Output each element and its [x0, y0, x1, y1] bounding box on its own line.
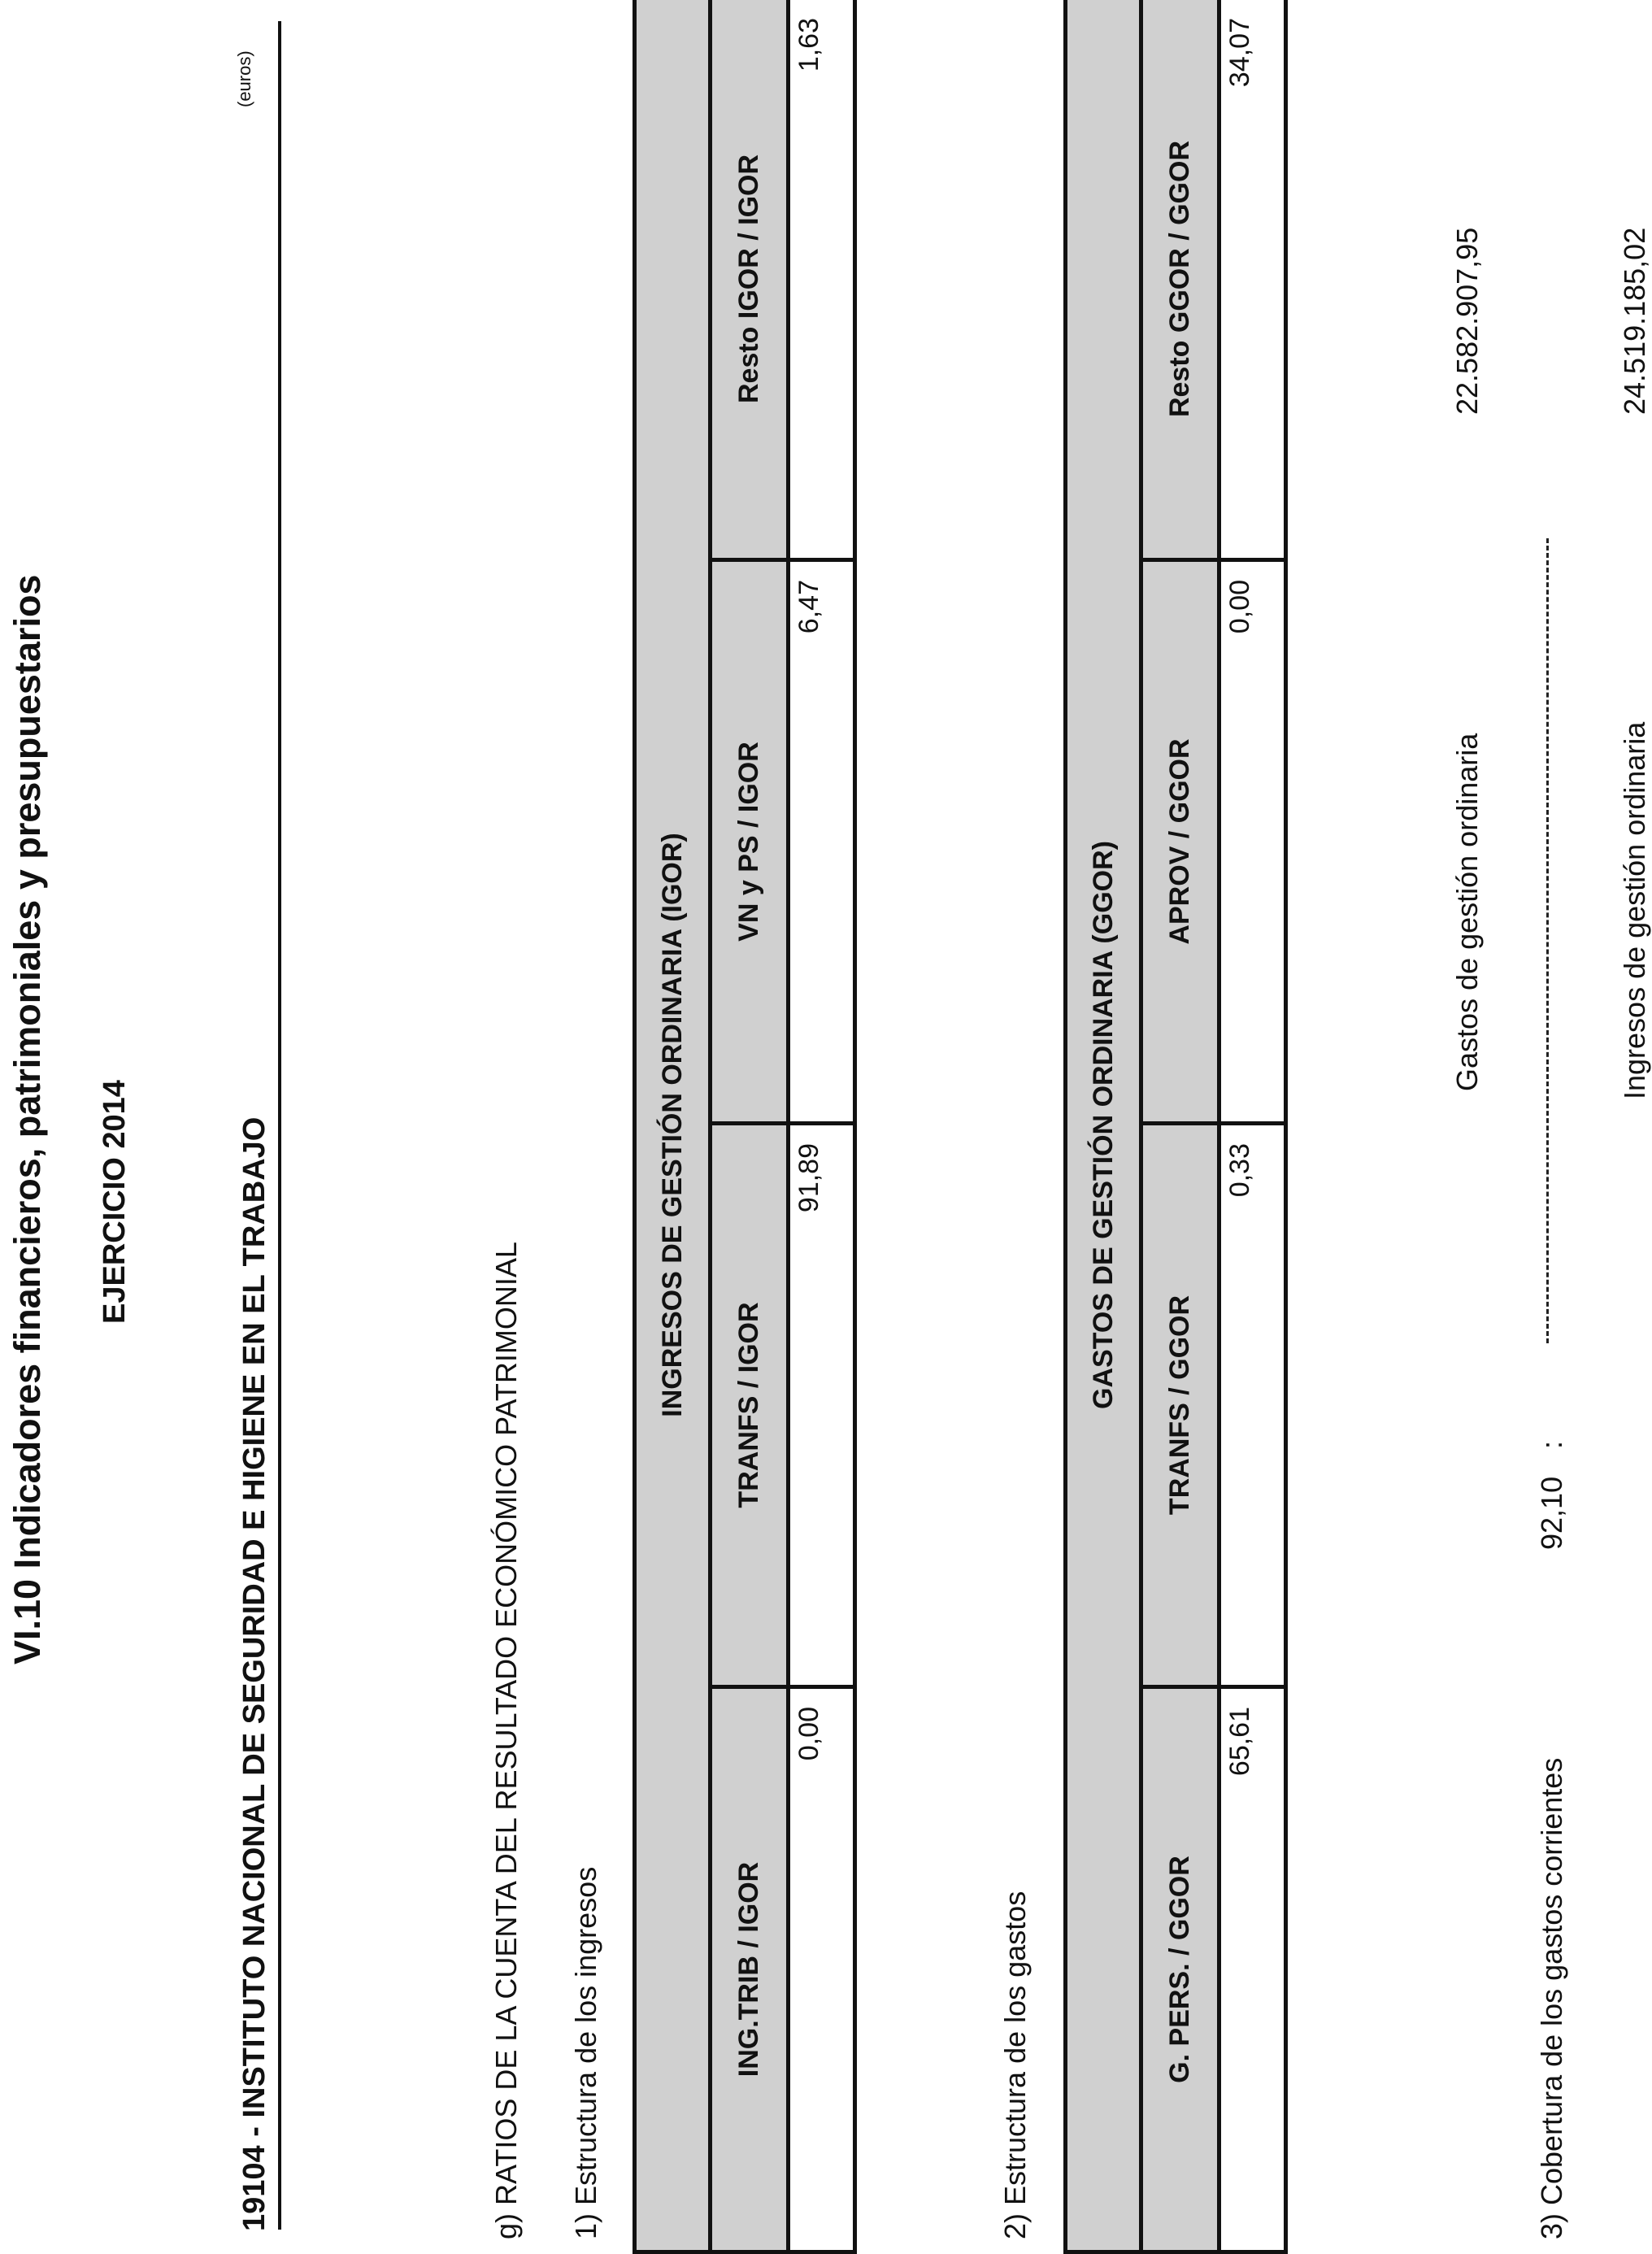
ingresos-group-header: INGRESOS DE GESTIÓN ORDINARIA (IGOR)	[635, 0, 711, 2252]
gastos-value-cell: 34,07	[1219, 0, 1286, 560]
ingresos-label: 1) Estructura de los ingresos	[569, 1866, 602, 2239]
gastos-column-header: G. PERS. / GGOR	[1141, 1687, 1219, 2252]
numerator-label: Gastos de gestión ordinaria	[1450, 733, 1484, 1091]
units-label: (euros)	[234, 50, 254, 107]
gastos-value-cell: 65,61	[1219, 1687, 1286, 2252]
ingresos-value-cell: 6,47	[789, 560, 855, 1124]
numerator-value: 22.582.907,95	[1450, 227, 1484, 415]
ingresos-column-header: TRANFS / IGOR	[711, 1124, 789, 1687]
ingresos-column-header: Resto IGOR / IGOR	[711, 0, 789, 560]
header-rule	[278, 21, 281, 2230]
ejercicio-label: EJERCICIO 2014	[98, 1080, 132, 1324]
gastos-group-header: GASTOS DE GESTIÓN ORDINARIA (GGOR)	[1066, 0, 1141, 2252]
ingresos-table	[633, 0, 857, 2254]
section-heading: g) RATIOS DE LA CUENTA DEL RESULTADO ECONÓMICO PATRIMONIAL	[489, 1242, 523, 2239]
gastos-table	[1063, 0, 1288, 2254]
denominator-value: 24.519.185,02	[1618, 227, 1651, 415]
ingresos-value-cell: 1,63	[789, 0, 855, 560]
gastos-value-cell: 0,33	[1219, 1124, 1286, 1687]
gastos-column-header: APROV / GGOR	[1141, 560, 1219, 1124]
cobertura-label: 3) Cobertura de los gastos corrientes	[1535, 1757, 1568, 2239]
gastos-label: 2) Estructura de los gastos	[998, 1891, 1032, 2239]
ingresos-column-header: VN y PS / IGOR	[711, 560, 789, 1124]
denominator-label: Ingresos de gestión ordinaria	[1618, 721, 1651, 1099]
document-title: VI.10 Indicadores financieros, patrimoniales y presupuestarios	[7, 574, 48, 1664]
fraction-line	[1546, 538, 1549, 1343]
ingresos-column-header: ING.TRIB / IGOR	[711, 1687, 789, 2252]
cobertura-value: 92,10	[1535, 1476, 1568, 1550]
gastos-column-header: Resto GGOR / GGOR	[1141, 0, 1219, 560]
ingresos-value-cell: 0,00	[789, 1687, 855, 2252]
entity-name: 19104 - INSTITUTO NACIONAL DE SEGURIDAD E HIGIENE EN EL TRABAJO	[237, 1116, 272, 2231]
ingresos-value-cell: 91,89	[789, 1124, 855, 1687]
gastos-value-cell: 0,00	[1219, 560, 1286, 1124]
cobertura-separator: :	[1535, 1440, 1568, 1449]
gastos-column-header: TRANFS / GGOR	[1141, 1124, 1219, 1687]
